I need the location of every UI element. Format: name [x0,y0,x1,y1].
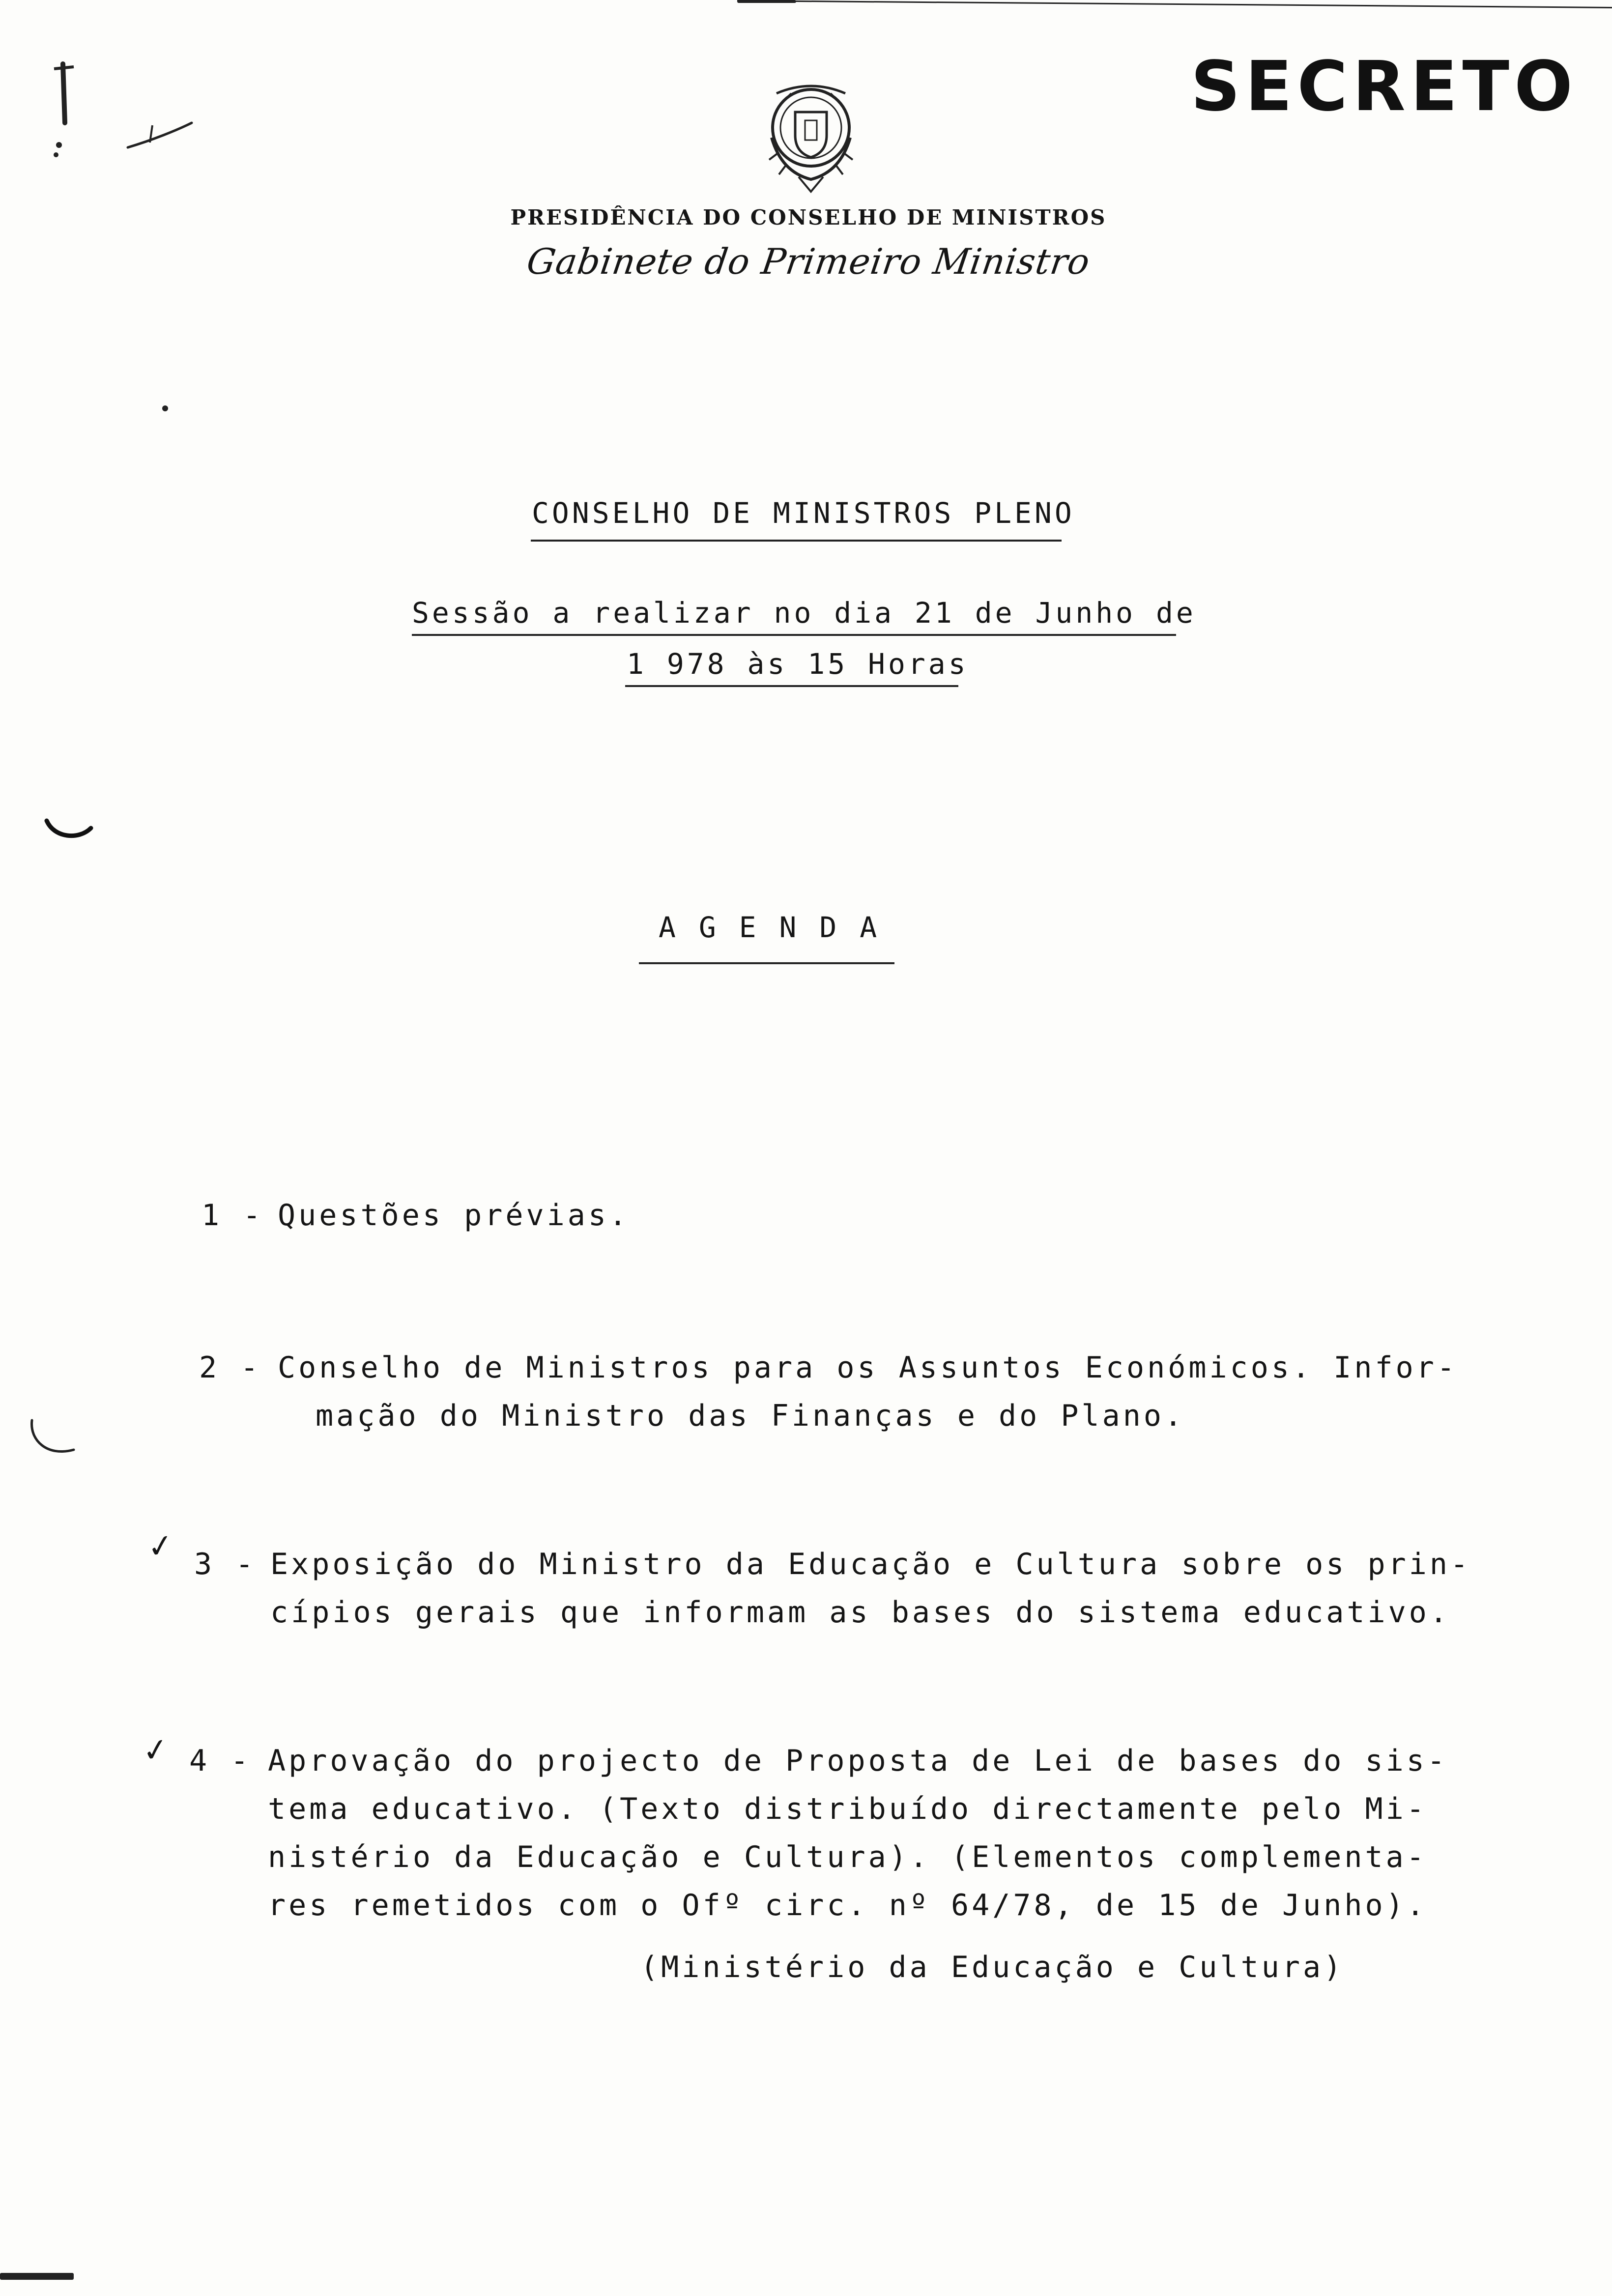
agenda-item-text: tema educativo. (Texto distribuído directamente pelo Mi- [268,1792,1427,1826]
margin-dot [162,405,168,411]
meeting-title-underline [531,540,1062,542]
meeting-title: CONSELHO DE MINISTROS PLENO [532,496,1075,530]
agenda-item-text: res remetidos com o Ofº circ. nº 64/78, de 15 de Junho). [268,1888,1427,1923]
session-line-2: 1 978 às 15 Horas [627,647,969,681]
agenda-item-number: 3 - [194,1547,257,1581]
agenda-item-text: nistério da Educação e Cultura). (Elementos complementa- [268,1840,1427,1874]
office-subtitle: Gabinete do Primeiro Ministro [524,241,1093,282]
session-line-1-underline [412,634,1176,636]
agenda-item-text: Exposição do Ministro da Educação e Cultura sobre os prin- [270,1547,1471,1581]
top-edge-rule [737,0,1612,8]
top-edge-mark [737,0,796,3]
margin-scribble-icon [39,25,206,172]
agenda-item-attribution: (Ministério da Educação e Cultura) [640,1950,1345,1984]
bottom-edge-mark [0,2273,74,2280]
agenda-heading: A G E N D A [659,911,880,944]
check-mark-item-3: ✓ [145,1526,176,1567]
session-line-2-underline [625,685,958,687]
punch-hole-mark-lower [27,1415,81,1469]
check-mark-item-4: ✓ [140,1730,172,1771]
session-line-1: Sessão a realizar no dia 21 de Junho de [412,596,1196,630]
agenda-item-number: 4 - [189,1744,252,1778]
agenda-item-number: 1 - [202,1198,264,1233]
agenda-item-text: Questões prévias. [278,1198,630,1233]
agenda-heading-underline [639,962,894,964]
agenda-item-text: mação do Ministro das Finanças e do Plano. [316,1399,1185,1433]
coat-of-arms-icon [752,74,870,197]
office-name: PRESIDÊNCIA DO CONSELHO DE MINISTROS [510,205,1107,230]
agenda-item-text: Aprovação do projecto de Proposta de Lei de bases do sis- [268,1744,1448,1778]
agenda-item-text: cípios gerais que informam as bases do sistema educativo. [270,1595,1451,1630]
agenda-item-text: Conselho de Ministros para os Assuntos Económicos. Infor- [278,1350,1458,1385]
punch-hole-mark-upper [44,811,98,850]
agenda-item-number: 2 - [199,1350,261,1385]
classification-stamp: SECRETO [1190,47,1578,127]
